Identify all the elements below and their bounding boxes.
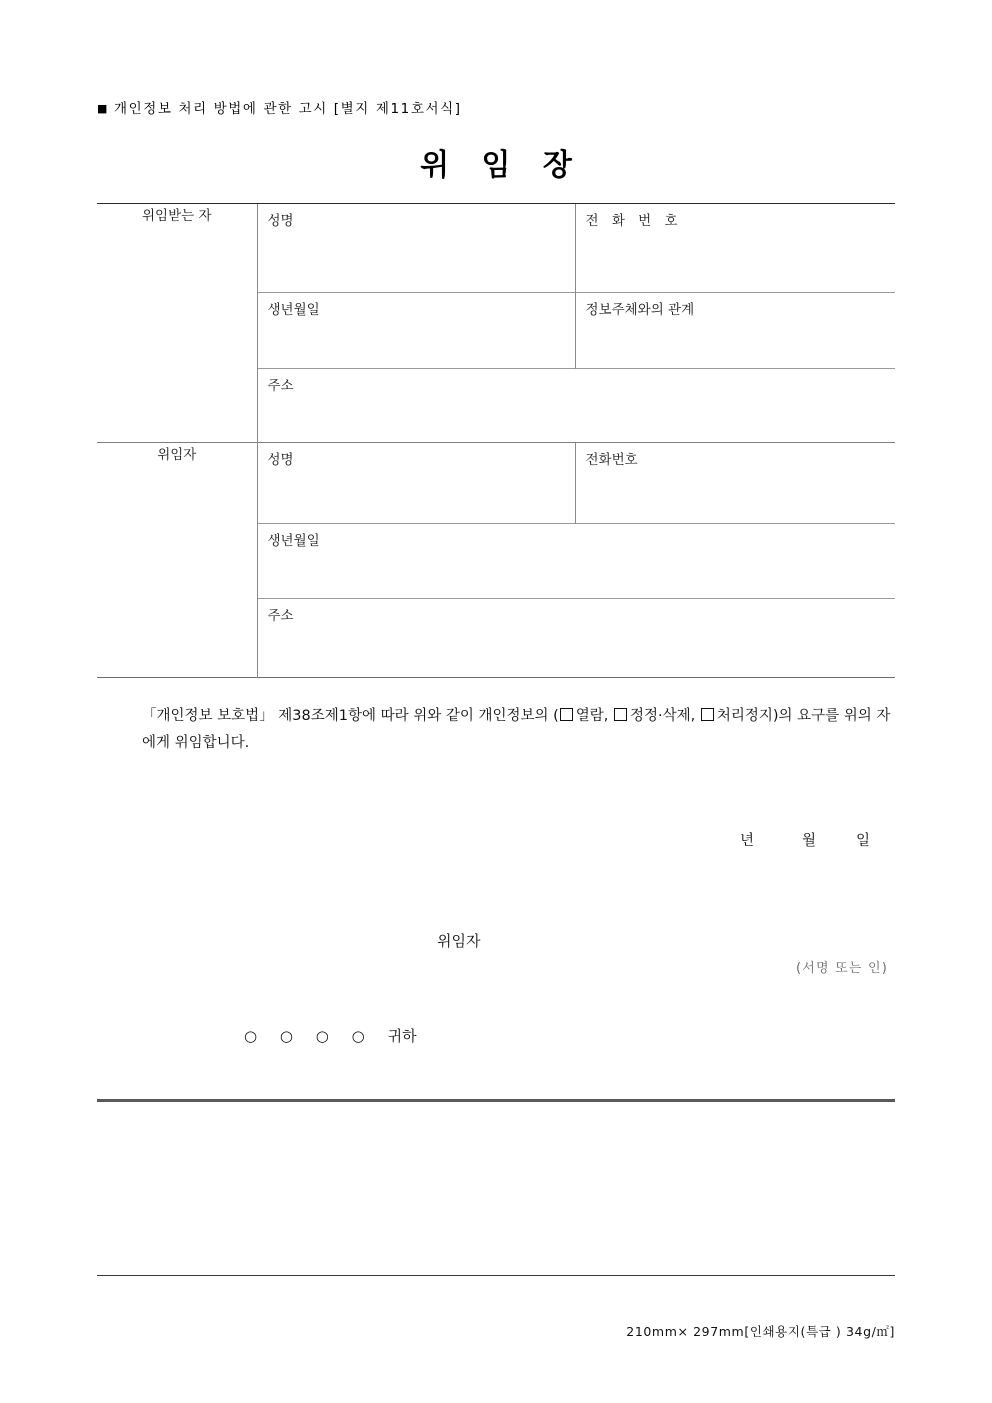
recipient-honorific: 귀하 [387, 1027, 417, 1045]
table-bottom-border [97, 678, 895, 679]
field-cell-address-2 [257, 599, 895, 678]
date-day-label: 일 [855, 833, 870, 849]
signature-signer-label: 위임자 [437, 932, 481, 950]
section-label-delegate: 위임받는 자 [97, 204, 257, 443]
recipient-line [244, 1025, 417, 1046]
section-label-delegator: 위임자 [97, 443, 257, 678]
checkbox-suspend-icon[interactable] [701, 708, 714, 721]
form-notice [97, 97, 462, 117]
field-label-phone-2: 전화번호 [585, 452, 638, 468]
delegation-statement [142, 703, 897, 757]
footer-divider-thin [97, 1275, 895, 1276]
field-label-address-2: 주소 [267, 608, 294, 624]
recipient-placeholder-circles: ○ ○ ○ ○ [244, 1027, 374, 1045]
field-cell-address [257, 369, 895, 443]
field-label-relation: 정보주체와의 관계 [585, 302, 695, 318]
checkbox-correct-delete-icon[interactable] [614, 708, 627, 721]
section-divider-thick [97, 1099, 895, 1102]
table-row [97, 204, 895, 293]
square-bullet-icon: ■ [97, 102, 109, 115]
option-label-view: 열람, [575, 708, 609, 724]
field-cell-name-2 [257, 443, 575, 524]
field-label-birthdate-2: 생년월일 [267, 533, 320, 549]
field-label-name: 성명 [267, 213, 294, 229]
table-row [97, 443, 895, 524]
field-label-address: 주소 [267, 378, 294, 394]
field-cell-birthdate [257, 293, 575, 369]
date-year-label: 년 [739, 833, 754, 849]
field-cell-relation [575, 293, 895, 369]
field-label-phone: 전 화 번 호 [585, 213, 683, 229]
field-cell-phone-2 [575, 443, 895, 524]
field-label-name-2: 성명 [267, 452, 294, 468]
field-label-birthdate: 생년월일 [267, 302, 320, 318]
field-cell-birthdate-2 [257, 524, 895, 599]
option-label-correct-delete: 정정·삭제, [630, 708, 696, 724]
paper-specification: 210mm× 297mm[인쇄용지(특급 ) 34g/㎡] [626, 1324, 895, 1339]
date-month-label: 월 [801, 833, 816, 849]
checkbox-view-icon[interactable] [560, 708, 573, 721]
delegation-table [97, 203, 895, 678]
statement-tail: 요구를 위의 자에게 위임합니다. [142, 708, 891, 751]
field-cell-name [257, 204, 575, 293]
page-title: 위 임 장 [420, 148, 583, 183]
option-label-suspend: 처리정지)의 [716, 708, 793, 724]
statement-lead: 「개인정보 보호법」 제38조제1항에 따라 위와 같이 개인정보의 ( [142, 708, 559, 724]
signature-hint: (서명 또는 인) [796, 961, 888, 976]
form-notice-text: 개인정보 처리 방법에 관한 고시 [별지 제11호서식] [114, 101, 462, 117]
date-line [0, 829, 882, 850]
field-cell-phone [575, 204, 895, 293]
